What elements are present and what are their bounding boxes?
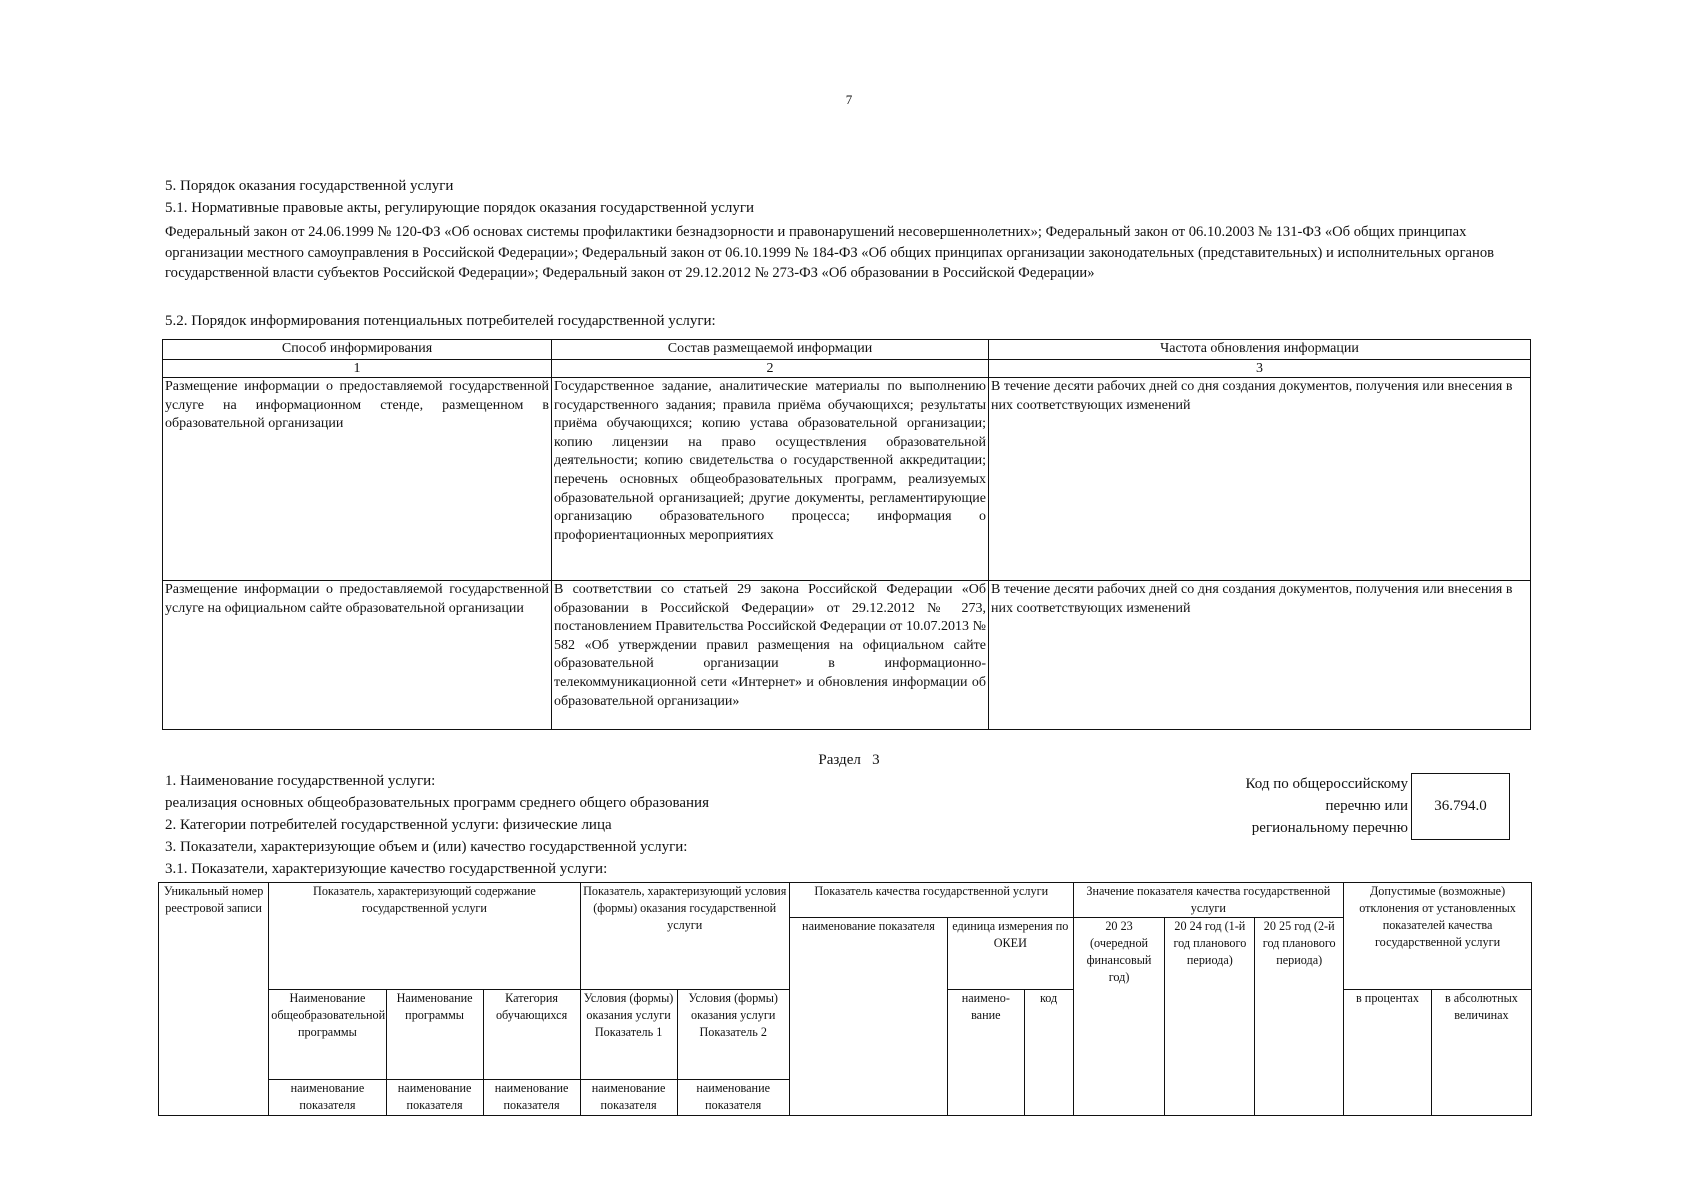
col-indicator-label: наименование показателя (386, 1080, 483, 1116)
info-table-numbers (163, 360, 1531, 378)
section-5-1-title: 5.1. Нормативные правовые акты, регулирующие порядок оказания государственной услуги (165, 200, 755, 216)
row-method: Размещение информации о предоставляемой государственной услуге на официальном сайте образовательной организации (163, 581, 552, 730)
col-indicator-label: наименование показателя (483, 1080, 580, 1116)
table-row (163, 581, 1531, 730)
col-conditions-indicator: Показатель, характеризующий условия (формы) оказания государственной услуги (580, 883, 789, 990)
col-program: Наименование общеобразовательной программы (269, 990, 386, 1080)
col-deviation-percent: в процентах (1344, 990, 1432, 1116)
page-number: 7 (845, 92, 853, 107)
col-unit-name: наимено-вание (948, 990, 1025, 1116)
row-content: Государственное задание, аналитические материалы по выполнению государственного задания; правила приёма обучающихся; результаты приёма обучающихся; копию устава образовательной организации; копию лицензии на право осуществления образовательной деятельности; копию свидетельства о государственной аккредитации; перечень основных общеобразовательных программ, реализуемых образовательной организацией; другие документы, регламентирующие организацию образовательного процесса; информация о профориентационных мероприятиях (552, 378, 989, 581)
col-number: 3 (989, 360, 1531, 378)
consumer-category: 2. Категории потребителей государственной услуги: физические лица (165, 817, 612, 833)
quality-indicators-title: 3.1. Показатели, характеризующие качество государственной услуги: (165, 861, 608, 877)
col-quality-indicator: Показатель качества государственной услуги (789, 883, 1073, 918)
info-table (162, 339, 1531, 730)
col-condition-1: Условия (формы) оказания услуги Показатель 1 (580, 990, 677, 1080)
col-deviation-absolute: в абсолютных величинах (1431, 990, 1531, 1116)
header-method: Способ информирования (163, 340, 552, 360)
col-indicator-label: наименование показателя (580, 1080, 677, 1116)
laws-paragraph: Федеральный закон от 24.06.1999 № 120-ФЗ «Об основах системы профилактики безнадзорности и правонарушений несовершеннолетних»; Федеральный закон от 06.10.2003 № 131-ФЗ «Об общих принципах организации местного самоуправления в Российской Федерации»; Федеральный закон от 06.10.1999 № 184-ФЗ «Об общих принципах организации законодательных (представительных) и исполнительных органов государственной власти субъектов Российской Федерации»; Федеральный закон от 29.12.2012 № 273-ФЗ «Об образовании в Российской Федерации» (165, 224, 1495, 281)
info-table-header (163, 340, 1531, 360)
table-row (163, 378, 1531, 581)
service-name-label: 1. Наименование государственной услуги: (165, 773, 436, 789)
col-indicator-name: наименование показателя (789, 918, 947, 1116)
col-year-1: 20 23 (очередной финансовый год) (1073, 918, 1165, 1116)
header-content: Состав размещаемой информации (552, 340, 989, 360)
registry-code: 36.794.0 (1411, 773, 1510, 840)
header-frequency: Частота обновления информации (989, 340, 1531, 360)
col-deviations: Допустимые (возможные) отклонения от установленных показателей качества государственной услуги (1344, 883, 1532, 990)
col-number: 2 (552, 360, 989, 378)
col-unit-code: код (1024, 990, 1073, 1116)
col-condition-2: Условия (формы) оказания услуги Показатель 2 (677, 990, 789, 1080)
col-programs: Наименование программы (386, 990, 483, 1080)
section-5-2-title: 5.2. Порядок информирования потенциальных потребителей государственной услуги: (165, 313, 716, 329)
col-indicator-values: Значение показателя качества государственной услуги (1073, 883, 1343, 918)
col-unit-okei: единица измерения по ОКЕИ (948, 918, 1074, 990)
col-year-2: 20 24 год (1-й год планового периода) (1165, 918, 1255, 1116)
quality-table (158, 882, 1532, 1116)
indicators-title: 3. Показатели, характеризующие объем и (или) качество государственной услуги: (165, 839, 688, 855)
col-category: Категория обучающихся (483, 990, 580, 1080)
col-year-3: 20 25 год (2-й год планового периода) (1255, 918, 1344, 1116)
col-content-indicator: Показатель, характеризующий содержание государственной услуги (269, 883, 580, 990)
col-number: 1 (163, 360, 552, 378)
row-method: Размещение информации о предоставляемой государственной услуге на информационном стенде, размещенном в образовательной организации (163, 378, 552, 581)
row-frequency: В течение десяти рабочих дней со дня создания документов, получения или внесения в них соответствующих изменений (989, 581, 1531, 730)
row-frequency: В течение десяти рабочих дней со дня создания документов, получения или внесения в них соответствующих изменений (989, 378, 1531, 581)
service-name: реализация основных общеобразовательных программ среднего общего образования (165, 795, 709, 811)
col-indicator-label: наименование показателя (269, 1080, 386, 1116)
registry-code-label: Код по общероссийскому перечню или региональному перечню (1245, 776, 1408, 836)
section-5-title: 5. Порядок оказания государственной услуги (165, 178, 454, 194)
section-3-title: Раздел 3 (818, 752, 880, 768)
col-unique-number: Уникальный номер реестровой записи (159, 883, 269, 1116)
row-content: В соответствии со статьей 29 закона Российской Федерации «Об образовании в Российской Федерации» от 29.12.2012 № 273, постановлением Правительства Российской Федерации от 10.07.2013 № 582 «Об утверждении правил размещения на официальном сайте образовательной организации в информационно-телекоммуникационной сети «Интернет» и обновления информации об образовательной организации» (552, 581, 989, 730)
col-indicator-label: наименование показателя (677, 1080, 789, 1116)
